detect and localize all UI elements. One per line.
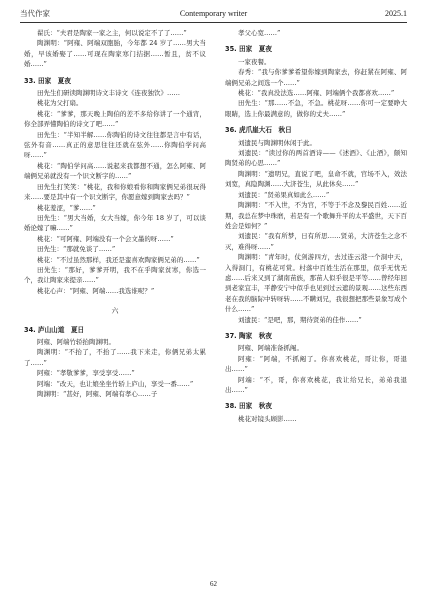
paragraph: 孝父心宽……” [238, 29, 281, 37]
paragraph: 阿雍、阿端竹轿抬陶渊明。 [37, 337, 115, 346]
paragraph: 桃花羞涩，“爹……” [37, 203, 96, 212]
paragraph: 刘遗民：“读过你的两首酒诗——《述酒》、《止酒》，颇知陶贤弟的心思……” [225, 149, 407, 168]
section-number: 六 [111, 307, 119, 316]
paragraph: 刘遗民：“我有所梦，日有所思……贤弟，大济苍生之念不灭，难得呀……” [225, 232, 407, 251]
paragraph: 刘遗民与陶渊明休闲于此。 [238, 138, 316, 147]
paragraph: 桃花为父打扇。 [37, 99, 83, 108]
paragraph: 田先生：“那就免谈了……” [37, 245, 116, 254]
paragraph: 陶渊明：“不抬了，不抬了……我下来走，你俩兄弟太累了……” [24, 348, 206, 367]
paragraph: 桃花心声：“阿雍、阿端……我选谁呢？” [37, 286, 155, 295]
paragraph: 陶渊明：“阿雍、阿端双胞胎，今年都 24 岁了……男大当婚，早该婚娶了……可现在陶家寒门拮据……暂且，贫不议婚……” [24, 39, 206, 69]
paragraph: 一家夜餐。 [238, 57, 271, 66]
paragraph: 阿端：“不，哥，你喜欢桃花，我让给兄长，弟弟我退出……” [225, 375, 407, 394]
journal-english-title: Contemporary writer [179, 9, 248, 18]
paragraph: 田先生：“那好，爹爹开明，我不在乎陶家贫寒，你选一个，我让陶家来提亲……” [24, 265, 206, 285]
header-rule [20, 22, 407, 23]
paragraph: 阿雍：“阿端，不抓阄了。你喜欢桃花，哥让你，哥退出……” [225, 354, 407, 374]
paragraph: 田先生：“那……不急，不急。桃花呀……你可一定要睁大眼睛，选上你最满意的，做你的丈夫……” [225, 99, 407, 118]
paragraph: 桃花：“不过虽然那样，我还是蛮喜欢陶家俩兄弟的……” [37, 255, 200, 264]
paragraph: 田先生：“男大当婚，女大当嫁，你今年 18 岁了，可以谈婚论嫁了嘛……” [24, 213, 206, 233]
scene-heading: 37. 陶家 秋夜 [225, 331, 272, 340]
scene-heading: 35. 田家 夏夜 [225, 45, 272, 54]
right-column [225, 28, 407, 424]
paragraph: 阿端：“改天，也让娘坐坐竹轿上庐山，享受一番……” [37, 379, 194, 388]
scene-heading: 34. 庐山山道 夏日 [24, 325, 85, 334]
paragraph: 桃花对镜头顾影…… [238, 414, 297, 423]
scene-heading: 36. 虎爪崖大石 秋日 [225, 126, 292, 135]
paragraph: 陶渊明：“青年时，仗剑游四方，去过连云港一个洞中天，入得洞门，有桃花可赏。村落中百姓生活在那里，似乎无忧无虑……后来又到了湖南苗族，那苗人似乎很是平等……曾经年回到老家宜丰，平静安宁中似乎也见到过云遮的景观……这些东西老在我的脑际中转呀转……不瞒刘兄，我很想把那些景象写成个什么……” [225, 253, 407, 314]
scene-heading: 38. 田家 秋夜 [225, 402, 272, 411]
paragraph: 翟氏：“夫君是陶家一家之主，何以说定不了了……” [37, 29, 187, 37]
paragraph: 桃花：“陶伯学问高……说起来我都想不通，怎么阿雍、阿端俩兄弟就没有一个识文断字的……” [24, 161, 206, 181]
paragraph: 桃花：“可阿雍、阿端没有一个会文墨的呀……” [37, 234, 174, 243]
paragraph: 刘遗民：“贤弟果真如此么……” [238, 190, 330, 199]
paragraph: 田先生打笑笑：“桃花，我和你娘看你和陶家俩兄弟很玩得来……要是其中有一个识文断字，你愿意嫁到陶家去吗？” [24, 182, 206, 202]
journal-name: 当代作家 [20, 9, 50, 18]
paragraph: 桃花：“我真没法选……阿雍、阿端俩个我都喜欢……” [238, 89, 395, 98]
paragraph: 桃花：“爹爹，那天晚上陶伯的差不多给你讲了一个通宵，你全部弄懂陶伯的诗文了吧……” [24, 109, 206, 129]
paragraph: 田先生们研读陶渊明诗文丰诗文《连夜独饮》…… [37, 89, 180, 98]
paragraph: 阿雍：“孝敬爹爹，享受享受……” [37, 369, 135, 378]
left-column [24, 28, 206, 399]
page-number: 62 [210, 580, 217, 588]
scene-heading: 33. 田家 夏夜 [24, 76, 71, 85]
paragraph: 陶渊明：“甚好，阿雍、阿端有孝心……子 [37, 390, 158, 398]
page-header [20, 8, 407, 20]
issue-number: 2025.1 [385, 9, 407, 18]
paragraph: 春秀：“我与你爹爹希望你嫁到陶家去，你赶紧在阿雍、阿端俩兄弟之间选一个……” [225, 68, 407, 87]
paragraph: 陶渊明：“遗明兄，直说了吧，皇命不就，官场不入，效法刘宽，真隐陶渊……大济苍生，从此休矣……” [225, 169, 407, 189]
paragraph: 刘遗民：“是吧，那，期待贤弟的佳作……” [238, 315, 362, 324]
paragraph: 阿雍、阿端准备抓阄。 [238, 344, 303, 353]
paragraph: 陶渊明：“不入世，不为官，不等于不念及黎民百姓……近期，我总在梦中珠磨，若是有一个歌舞升平的太平盛世，天下百姓会是如何？” [225, 201, 407, 230]
paragraph: 田先生：“半知半解……你陶伯的诗文往往都是言中有话，弦外有音……真正的意思往往还就在弦外……你陶伯学问高呀……” [24, 130, 206, 160]
